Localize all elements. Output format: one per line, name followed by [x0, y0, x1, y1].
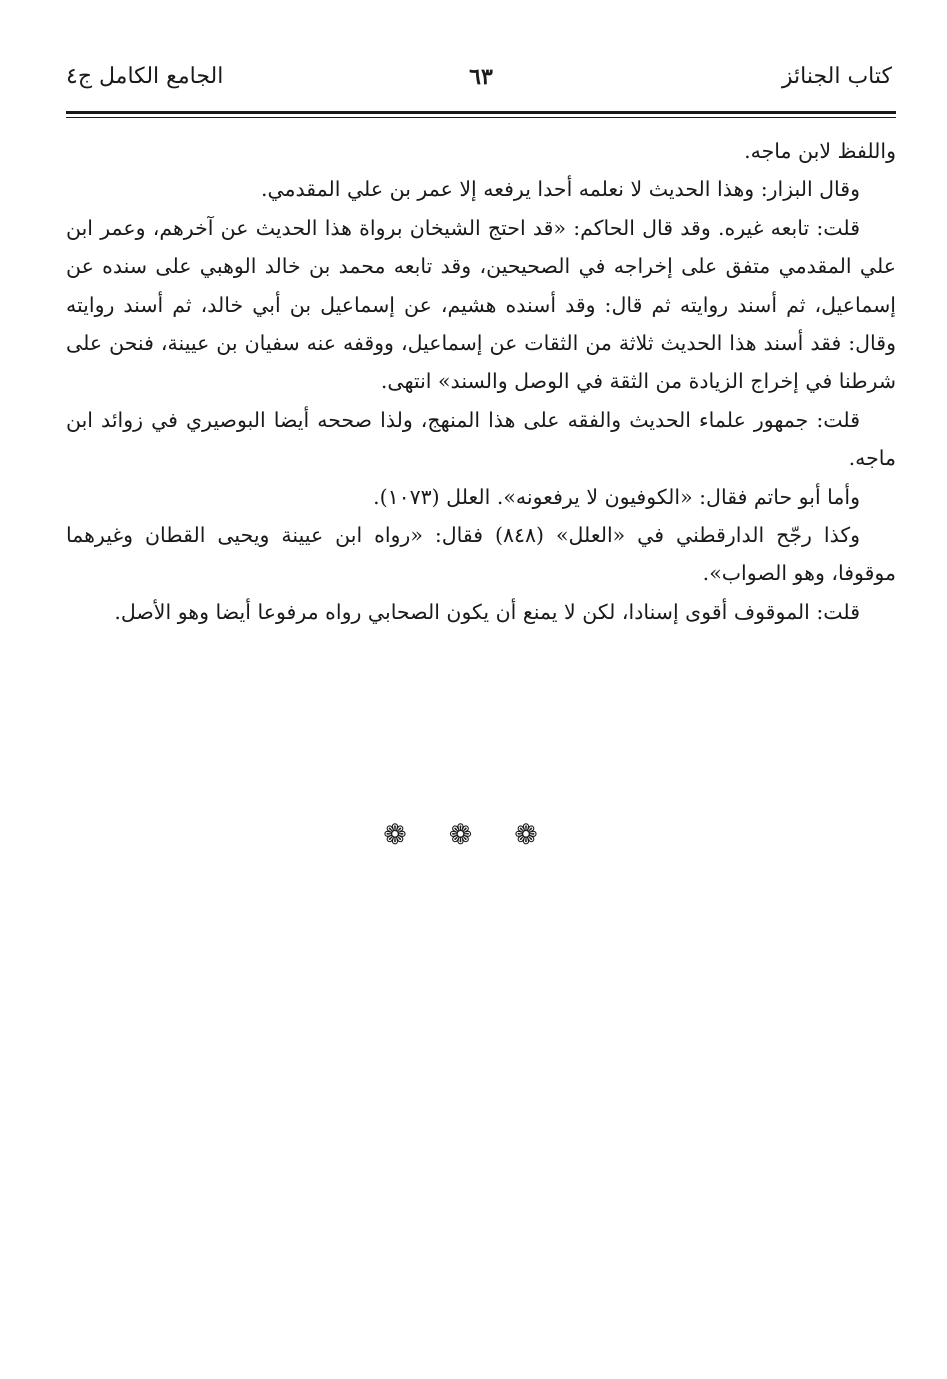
page-header [66, 60, 896, 106]
header-rule-thin [66, 117, 896, 118]
flower-ornament-icon: ❁ [448, 818, 499, 851]
book-volume-title: الجامع الكامل ج٤ [66, 64, 224, 89]
flower-ornament-icon: ❁ [383, 818, 433, 851]
page-number: ٦٣ [469, 64, 493, 90]
paragraph-1: واللفظ لابن ماجه. [744, 139, 896, 163]
paragraph-7: قلت: الموقوف أقوى إسنادا، لكن لا يمنع أن يكون الصحابي رواه مرفوعا أيضا وهو الأصل. [114, 599, 860, 624]
header-rule-thick [66, 111, 896, 114]
body-text [66, 132, 896, 631]
section-end-ornaments [0, 818, 947, 851]
flower-ornament-icon: ❁ [514, 818, 564, 851]
paragraph-2: وقال البزار: وهذا الحديث لا نعلمه أحدا يرفعه إلا عمر بن علي المقدمي. [260, 177, 860, 202]
paragraph-4: قلت: جمهور علماء الحديث والفقه على هذا المنهج، ولذا صححه أيضا البوصيري في زوائد ابن ماجه. [66, 407, 896, 471]
paragraph-3: قلت: تابعه غيره. وقد قال الحاكم: «قد احتج الشيخان برواة هذا الحديث عن آخرهم، وعمر ابن علي المقدمي متفق على إخراجه في الصحيحين، وقد تابعه محمد بن خالد الوهبي على سنده عن إسماعيل، ثم أسند روايته ثم قال: وقد أسنده هشيم، عن إسماعيل بن أبي خالد، ثم أسند روايته وقال: فقد أسند هذا الحديث ثلاثة من الثقات عن إسماعيل، ووقفه عنه سفيان بن عيينة، فنحن على شرطنا في إخراج الزيادة من الثقة في الوصل والسند» انتهى. [66, 215, 896, 394]
book-section-title: كتاب الجنائز [781, 64, 892, 89]
paragraph-6: وكذا رجّح الدارقطني في «العلل» (٨٤٨) فقال: «رواه ابن عيينة ويحيى القطان وغيرهما موقوفا، وهو الصواب». [66, 523, 896, 586]
paragraph-5: وأما أبو حاتم فقال: «الكوفيون لا يرفعونه». العلل (١٠٧٣). [373, 484, 860, 509]
